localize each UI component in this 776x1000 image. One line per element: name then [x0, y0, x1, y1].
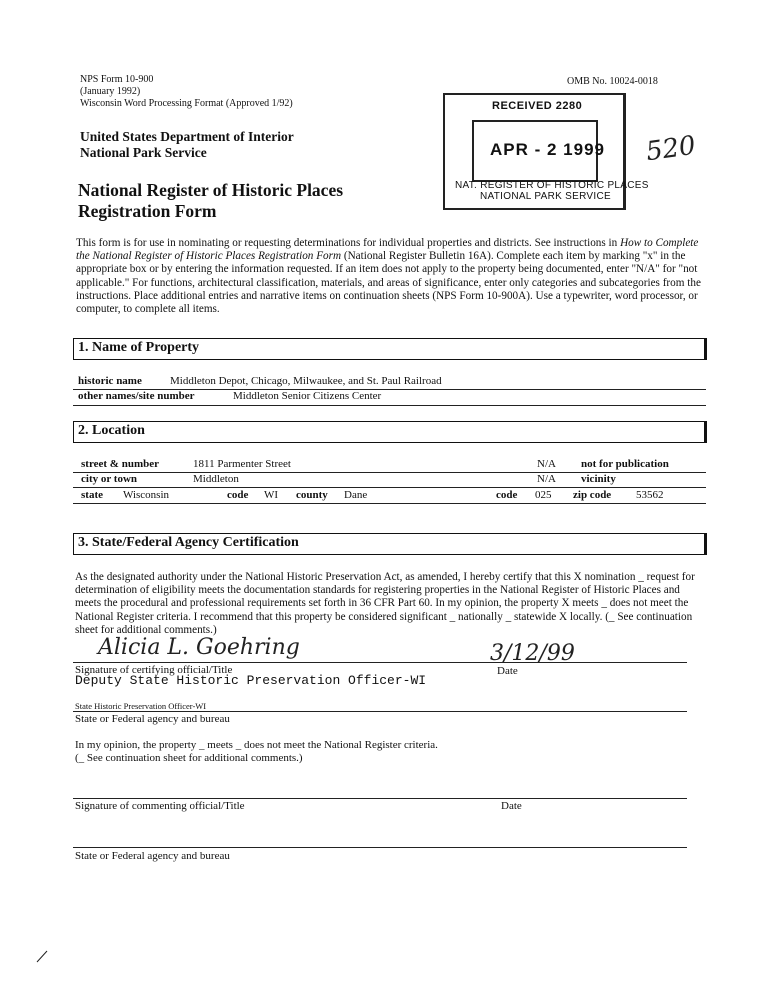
section-location: 2. Location [73, 421, 707, 443]
agency-line1: United States Department of Interior [80, 129, 294, 144]
date-label: Date [497, 665, 518, 677]
city-value[interactable]: Middleton [193, 473, 239, 485]
form-title-line1: National Register of Historic Places [78, 180, 344, 200]
section-name-of-property: 1. Name of Property [73, 338, 707, 360]
form-number: NPS Form 10-900 [80, 74, 154, 85]
opinion-line1: In my opinion, the property _ meets _ does not meet the National Register criteria. [75, 739, 438, 751]
certification-paragraph: As the designated authority under the National Historic Preservation Act, as amended, I hereby certify that this X nomination _ request for determination of eligibility meets the documentation standards for registering properties in the National Register of Historic Places and meets the procedural and professional requirements set forth in 36 CFR Part 60. In my opinion, the property X meets _ does not meet the National Register criteria. I recommend that this property be considered significant _ nationally _ statewide X locally. (_ See continuation sheet for additional comments.) [75, 571, 695, 636]
vicinity-label: vicinity [581, 473, 616, 485]
city-na: N/A [537, 473, 556, 485]
bureau-line [73, 711, 687, 712]
typed-official-title: Deputy State Historic Preservation Officer-WI [75, 673, 427, 688]
stamp-line2: NATIONAL PARK SERVICE [480, 191, 611, 202]
divider [73, 405, 706, 406]
divider [73, 503, 706, 504]
opinion-line2: (_ See continuation sheet for additional comments.) [75, 752, 303, 764]
other-names-label: other names/site number [78, 390, 195, 402]
state-label: state [81, 489, 103, 501]
city-label: city or town [81, 473, 138, 485]
state-code-label: code [227, 489, 249, 501]
bureau2-line [73, 847, 687, 848]
historic-name-value[interactable]: Middleton Depot, Chicago, Milwaukee, and St. Paul Railroad [170, 375, 442, 387]
historic-name-row: historic name [78, 375, 142, 387]
state-value[interactable]: Wisconsin [123, 489, 169, 501]
signature-label: Signature of certifying official/Title [75, 664, 233, 676]
form-date: (January 1992) [80, 86, 141, 97]
form-title-line2: Registration Form [78, 201, 217, 221]
county-value[interactable]: Dane [344, 489, 368, 501]
intro-paragraph: This form is for use in nominating or requesting determinations for individual properties and districts. See instructions in How to Complete the National Register of Historic Places Registration Form (National Register Bulletin 16A). Complete each item by marking "x" in the appropriate box or by entering the information requested. If an item does not apply to the property being documented, enter "N/A" for "not applicable." For functions, architectural classification, materials, and areas of significance, enter only categories and subcategories from the instructions. Place additional entries and narrative items on continuation sheets (NPS Form 10-900A). Use a typewriter, word processor, or computer, to complete all items. [76, 237, 701, 316]
bureau2-label: State or Federal agency and bureau [75, 850, 230, 862]
signature-line [73, 662, 687, 663]
scan-mark-icon [35, 948, 49, 964]
street-na: N/A [537, 458, 556, 470]
certifying-signature: Alicia L. Goehring [98, 635, 300, 660]
section-certification: 3. State/Federal Agency Certification [73, 533, 707, 555]
agency-line2: National Park Service [80, 145, 207, 160]
omb-number: OMB No. 10024-0018 [567, 76, 658, 87]
street-label: street & number [81, 458, 159, 470]
county-code-label: code [496, 489, 518, 501]
comment-date-label: Date [501, 800, 522, 812]
stamp-received: RECEIVED 2280 [492, 100, 583, 112]
divider [73, 487, 706, 488]
county-label: county [296, 489, 328, 501]
stamp-line1: NAT. REGISTER OF HISTORIC PLACES [455, 180, 649, 191]
other-names-value[interactable]: Middleton Senior Citizens Center [233, 390, 382, 402]
state-code-value[interactable]: WI [264, 489, 279, 501]
street-value[interactable]: 1811 Parmenter Street [193, 458, 291, 470]
format-note: Wisconsin Word Processing Format (Approved 1/92) [80, 98, 293, 109]
county-code-value[interactable]: 025 [535, 489, 552, 501]
certifying-date-handwritten: 3/12/99 [490, 641, 575, 666]
zip-value[interactable]: 53562 [636, 489, 664, 501]
comment-signature-line [73, 798, 687, 799]
small-bureau-text: State Historic Preservation Officer-WI [75, 701, 207, 711]
bureau-label: State or Federal agency and bureau [75, 713, 230, 725]
comment-signature-label: Signature of commenting official/Title [75, 800, 245, 812]
zip-label: zip code [573, 489, 612, 501]
handwritten-number: 520 [644, 130, 698, 168]
stamp-date: APR - 2 1999 [490, 140, 605, 159]
not-for-publication-label: not for publication [581, 458, 669, 470]
